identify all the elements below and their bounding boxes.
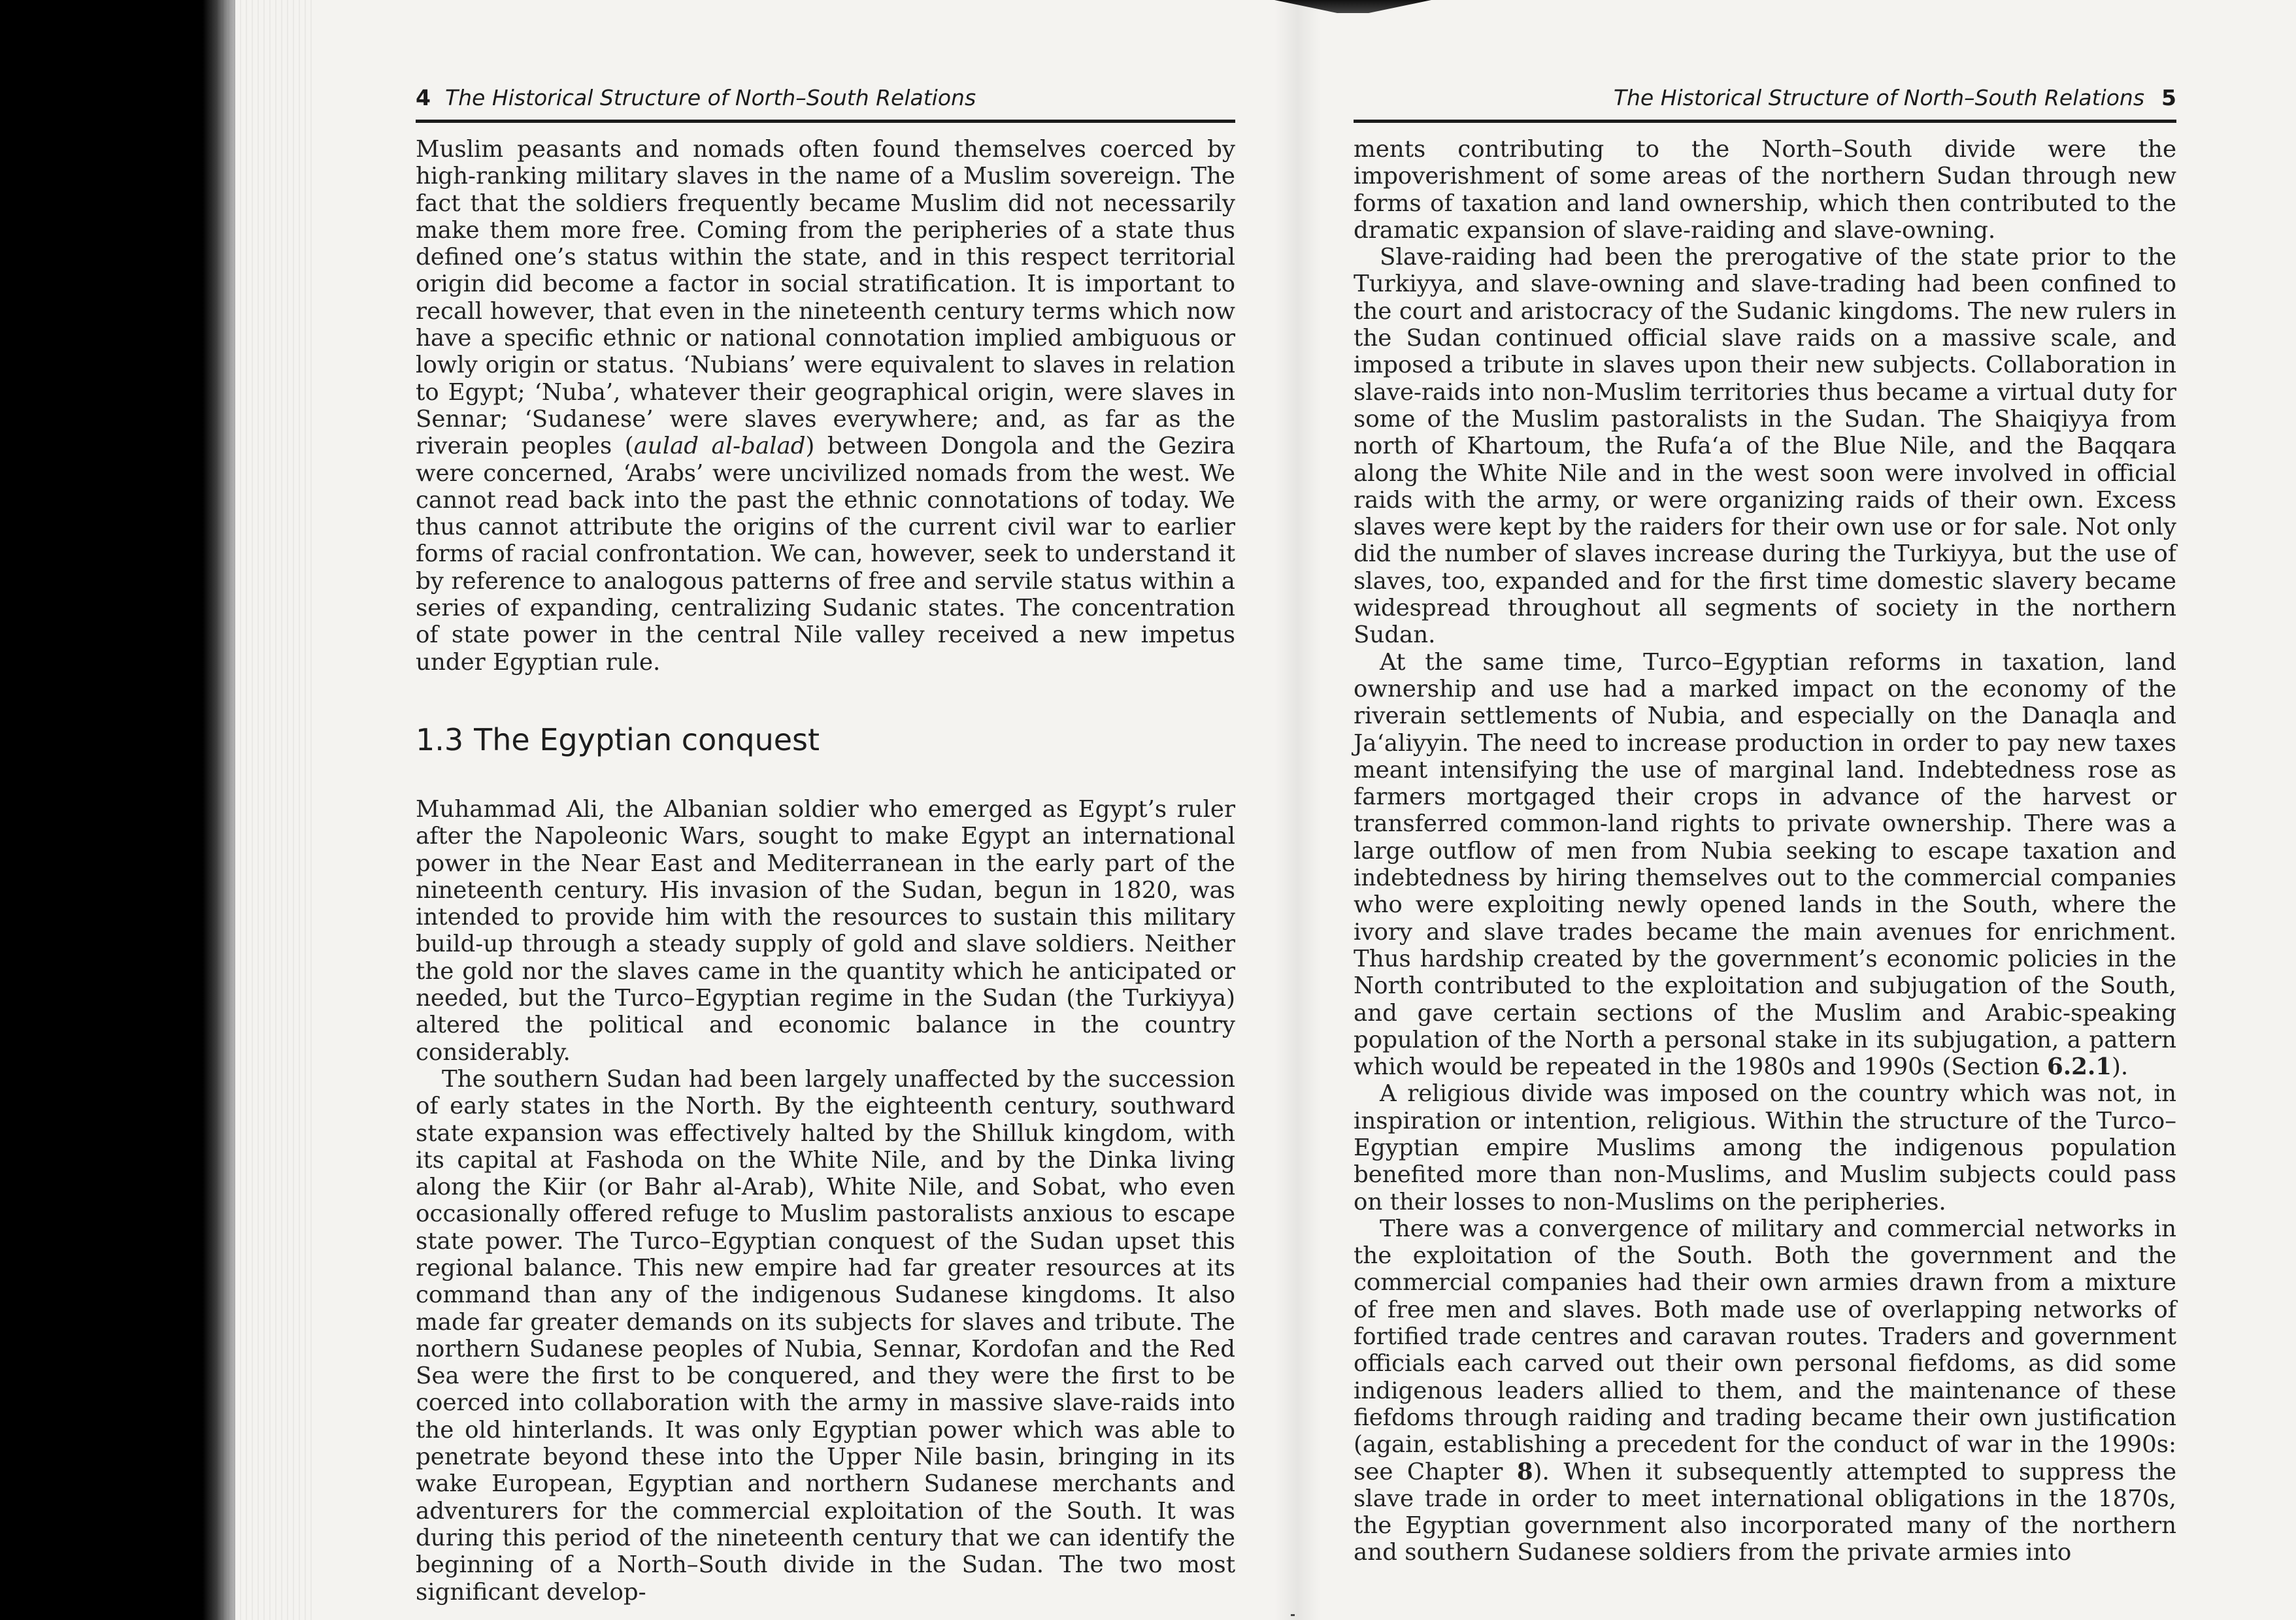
right-body-text — [1354, 136, 2176, 1566]
chapter-reference: 8 — [1516, 1458, 1533, 1485]
right-page-number: 5 — [2161, 85, 2176, 110]
paragraph: Muhammad Ali, the Albanian soldier who emerged as Egypt’s ruler after the Napoleonic Wars, sought to make Egypt an international power in the Near East and Mediterranean in the early part of the nineteenth century. His invasion of the Sudan, begun in 1820, was intended to provide him with the resources to sustain this military build-up through a steady supply of gold and slave soldiers. Neither the gold nor the slaves came in the quantity which he anticipated or needed, but the Turco–Egyptian regime in the Sudan (the Turkiyya) altered the political and economic balance in the country considerably. — [416, 795, 1235, 1066]
page-mark — [1291, 1614, 1295, 1616]
left-page — [416, 85, 1235, 1606]
right-running-head — [1354, 85, 2176, 123]
left-page-number: 4 — [416, 85, 431, 110]
section-heading — [416, 721, 1235, 758]
left-body-text — [416, 136, 1235, 1606]
paragraph: ments contributing to the North–South divide were the impoverishment of some areas of the northern Sudan through new forms of taxation and land ownership, which then contributed to the dramatic expansion of slave-raiding and slave-owning. — [1354, 136, 2176, 244]
binding-edge — [210, 0, 315, 1620]
left-running-head — [416, 85, 1235, 123]
paragraph: Slave-raiding had been the prerogative of the state prior to the Turkiyya, and slave-owning and slave-trading had been confined to the court and aristocracy of the Sudanic kingdoms. The new rulers in the Sudan continued official slave raids on a massive scale, and imposed a tribute in slaves upon their new subjects. Collaboration in slave-raids into non-Muslim territories thus became a virtual duty for some of the Muslim pastoralists in the Sudan. The Shaiqiyya from north of Khartoum, the Rufa‘a of the Blue Nile, and the Baqqara along the White Nile and in the west soon were involved in official raids with the army, or were organizing raids of their own. Excess slaves were kept by the raiders for their own use or for sale. Not only did the number of slaves increase during the Turkiyya, but the use of slaves, too, expanded and for the first time domestic slavery became widespread throughout all segments of society in the northern Sudan. — [1354, 244, 2176, 649]
right-page — [1354, 85, 2176, 1566]
book-spine-shadow — [0, 0, 235, 1620]
section-title: The Egyptian conquest — [474, 721, 820, 757]
paragraph: Muslim peasants and nomads often found themselves coerced by high-ranking military slaves in the name of a Muslim sovereign. The fact that the soldiers frequently became Muslim did not necessarily make them more free. Coming from the peripheries of a state thus defined one’s status within the state, and in this respect territorial origin did become a factor in social stratification. It is important to recall however, that even in the nineteenth century terms which now have a specific ethnic or national connotation implied ambiguous or lowly origin or status. ‘Nubians’ were equivalent to slaves in relation to Egypt; ‘Nuba’, whatever their geographical origin, were slaves in Sennar; ‘Sudanese’ were slaves everywhere; and, as far as the riverain peoples (aulad al-balad) between Dongola and the Gezira were concerned, ‘Arabs’ were uncivilized nomads from the west. We cannot read back into the past the ethnic connotations of today. We thus cannot attribute the origins of the current civil war to earlier forms of racial confrontation. We can, however, seek to understand it by reference to analogous patterns of free and servile status within a series of expanding, centralizing Sudanic states. The concentration of state power in the central Nile valley received a new impetus under Egyptian rule. — [416, 136, 1235, 676]
paragraph: There was a convergence of military and commercial networks in the exploitation of the South. Both the government and the commercial companies had their own armies drawn from a mixture of free men and slaves. Both made use of overlapping networks of fortified trade centres and caravan routes. Traders and government officials each carved out their own personal fiefdoms, as did some indigenous leaders allied to them, and the maintenance of these fiefdoms through raiding and trading became their own justification (again, establishing a precedent for the conduct of war in the 1990s: see Chapter 8). When it subsequently attempted to suppress the slave trade in order to meet international obligations in the 1870s, the Egyptian government also incorporated many of the northern and southern Sudanese soldiers from the private armies into — [1354, 1215, 2176, 1566]
section-number: 1.3 — [416, 721, 464, 757]
paragraph: A religious divide was imposed on the country which was not, in inspiration or intention, religious. Within the structure of the Turco–Egyptian empire Muslims among the indigenous population benefited more than non-Muslims, and Muslim subjects could pass on their losses to non-Muslims on the peripheries. — [1354, 1080, 2176, 1215]
left-running-head-title: The Historical Structure of North–South Relations — [444, 85, 976, 110]
right-running-head-title: The Historical Structure of North–South Relations — [1613, 85, 2145, 110]
section-reference: 6.2.1 — [2047, 1053, 2112, 1081]
paragraph: At the same time, Turco–Egyptian reforms in taxation, land ownership and use had a marked impact on the economy of the riverain settlements of Nubia, and especially on the Danaqla and Ja‘aliyyin. The need to increase production in order to pay new taxes meant intensifying the use of marginal land. Indebtedness rose as farmers mortgaged their crops in advance of the harvest or transferred common-land rights to private ownership. There was a large outflow of men from Nubia seeking to escape taxation and indebtedness by hiring themselves out to the commercial companies who were exploiting newly opened lands in the South, where the ivory and slave trades became the main avenues for enrichment. Thus hardship created by the government’s economic policies in the North contributed to the exploitation and subjugation of the South, and gave certain sections of the Muslim and Arabic-speaking population of the North a personal stake in its subjugation, a pattern which would be repeated in the 1980s and 1990s (Section 6.2.1). — [1354, 648, 2176, 1081]
page-gutter — [1274, 0, 1320, 1620]
paragraph: The southern Sudan had been largely unaffected by the succession of early states in the North. By the eighteenth century, southward state expansion was effectively halted by the Shilluk kingdom, with its capital at Fashoda on the White Nile, and by the Dinka living along the Kiir (or Bahr al-Arab), White Nile, and Sobat, who even occasionally offered refuge to Muslim pastoralists anxious to escape state power. The Turco–Egyptian conquest of the Sudan upset this regional balance. This new empire had far greater resources at its command than any of the indigenous Sudanese kingdoms. It also made far greater demands on its subjects for slaves and tribute. The northern Sudanese peoples of Nubia, Sennar, Kordofan and the Red Sea were the first to be conquered, and they were the first to be coerced into collaboration with the army in massive slave-raids into the old hinterlands. It was only Egyptian power which was able to penetrate beyond these into the Upper Nile basin, bringing in its wake European, Egyptian and northern Sudanese merchants and adventurers for the commercial exploitation of the South. It was during this period of the nineteenth century that we can identify the beginning of a North–South divide in the Sudan. The two most significant develop- — [416, 1065, 1235, 1606]
